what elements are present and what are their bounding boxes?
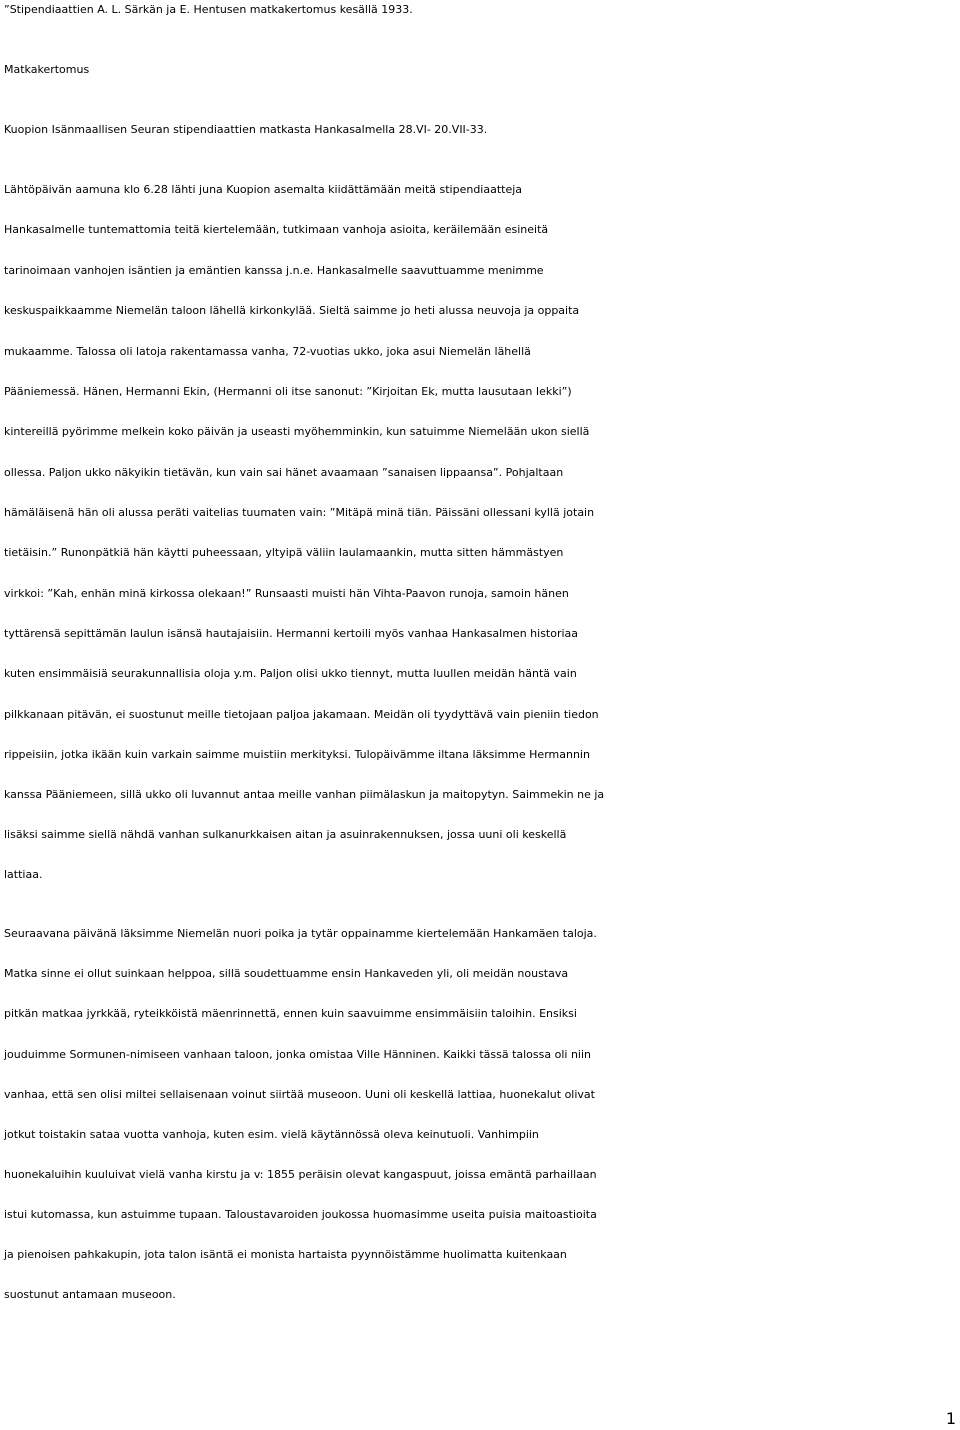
text-line: hämäläisenä hän oli alussa peräti vaitelias tuumaten vain: ”Mitäpä minä tiän. Päissäni ollessani kyllä jotain	[4, 506, 595, 519]
text-line: pilkkanaan pitävän, ei suostunut meille tietojaan paljoa jakamaan. Meidän oli tyydyttävä vain pieniin tiedon	[4, 708, 599, 721]
text-line: Pääniemessä. Hänen, Hermanni Ekin, (Hermanni oli itse sanonut: ”Kirjoitan Ek, mutta lausutaan Iekki”)	[4, 385, 572, 398]
text-line: tarinoimaan vanhojen isäntien ja emäntien kanssa j.n.e. Hankasalmelle saavuttuamme menimme	[4, 264, 544, 277]
text-line: pitkän matkaa jyrkkää, ryteikköistä mäenrinnettä, ennen kuin saavuimme ensimmäisiin taloihin. Ensiksi	[4, 1007, 577, 1020]
text-line: virkkoi: ”Kah, enhän minä kirkossa olekaan!” Runsaasti muisti hän Vihta-Paavon runoja, samoin hänen	[4, 587, 569, 600]
text-line: jouduimme Sormunen-nimiseen vanhaan taloon, jonka omistaa Ville Hänninen. Kaikki tässä talossa oli niin	[4, 1048, 592, 1061]
text-line: Seuraavana päivänä läksimme Niemelän nuori poika ja tytär oppainamme kiertelemään Hankamäen taloja.	[4, 927, 597, 940]
document-title: ”Stipendiaattien A. L. Särkän ja E. Hentusen matkakertomus kesällä 1933.	[4, 3, 413, 16]
text-line: Lähtöpäivän aamuna klo 6.28 lähti juna Kuopion asemalta kiidättämään meitä stipendiaatteja	[4, 183, 523, 196]
text-line: lisäksi saimme siellä nähdä vanhan sulkanurkkaisen aitan ja asuinrakennuksen, jossa uuni oli keskellä	[4, 828, 567, 841]
text-line: vanhaa, että sen olisi miltei sellaisenaan voinut siirtää museoon. Uuni oli keskellä lattiaa, huonekalut olivat	[4, 1088, 595, 1101]
text-line: Matka sinne ei ollut suinkaan helppoa, sillä soudettuamme ensin Hankaveden yli, oli meidän noustava	[4, 967, 569, 980]
text-line: suostunut antamaan museoon.	[4, 1288, 176, 1301]
text-line: lattiaa.	[4, 868, 43, 881]
text-line: keskuspaikkaamme Niemelän taloon lähellä kirkonkylää. Sieltä saimme jo heti alussa neuvoja ja oppaita	[4, 304, 580, 317]
text-line: kanssa Pääniemeen, sillä ukko oli luvannut antaa meille vanhan piimälaskun ja maitopytyn. Saimmekin ne ja	[4, 788, 605, 801]
text-line: Hankasalmelle tuntemattomia teitä kiertelemään, tutkimaan vanhoja asioita, keräilemään esineitä	[4, 223, 549, 236]
text-line: mukaamme. Talossa oli latoja rakentamassa vanha, 72-vuotias ukko, joka asui Niemelän lähellä	[4, 345, 531, 358]
text-line: rippeisiin, jotka ikään kuin varkain saimme muistiin merkityksi. Tulopäivämme iltana läksimme Hermannin	[4, 748, 590, 761]
text-line: tyttärensä sepittämän laulun isänsä hautajaisiin. Hermanni kertoili myös vanhaa Hankasalmen historiaa	[4, 627, 579, 640]
text-line: istui kutomassa, kun astuimme tupaan. Taloustavaroiden joukossa huomasimme useita puisia maitoastioita	[4, 1208, 597, 1221]
text-line: jotkut toistakin sataa vuotta vanhoja, kuten esim. vielä käytännössä oleva keinutuoli. Vanhimpiin	[4, 1128, 539, 1141]
text-line: tietäisin.” Runonpätkiä hän käytti puheessaan, yltyipä väliin laulamaankin, mutta sitten hämmästyen	[4, 546, 564, 559]
text-line: huonekaluihin kuuluivat vielä vanha kirstu ja v: 1855 peräisin olevat kangaspuut, joissa emäntä parhaillaan	[4, 1168, 597, 1181]
text-line: ollessa. Paljon ukko näkyikin tietävän, kun vain sai hänet avaamaan ”sanaisen lippaansa”. Pohjaltaan	[4, 466, 564, 479]
report-heading: Matkakertomus	[4, 63, 90, 76]
report-subtitle: Kuopion Isänmaallisen Seuran stipendiaattien matkasta Hankasalmella 28.VI- 20.VII-33.	[4, 123, 488, 136]
page-number: 1	[945, 1409, 956, 1428]
text-line: kuten ensimmäisiä seurakunnallisia oloja y.m. Paljon olisi ukko tiennyt, mutta luullen meidän häntä vain	[4, 667, 577, 680]
text-line: kintereillä pyörimme melkein koko päivän ja useasti myöhemminkin, kun satuimme Niemelään ukon siellä	[4, 425, 590, 438]
text-line: ja pienoisen pahkakupin, jota talon isäntä ei monista hartaista pyynnöistämme huolimatta kuitenkaan	[4, 1248, 567, 1261]
